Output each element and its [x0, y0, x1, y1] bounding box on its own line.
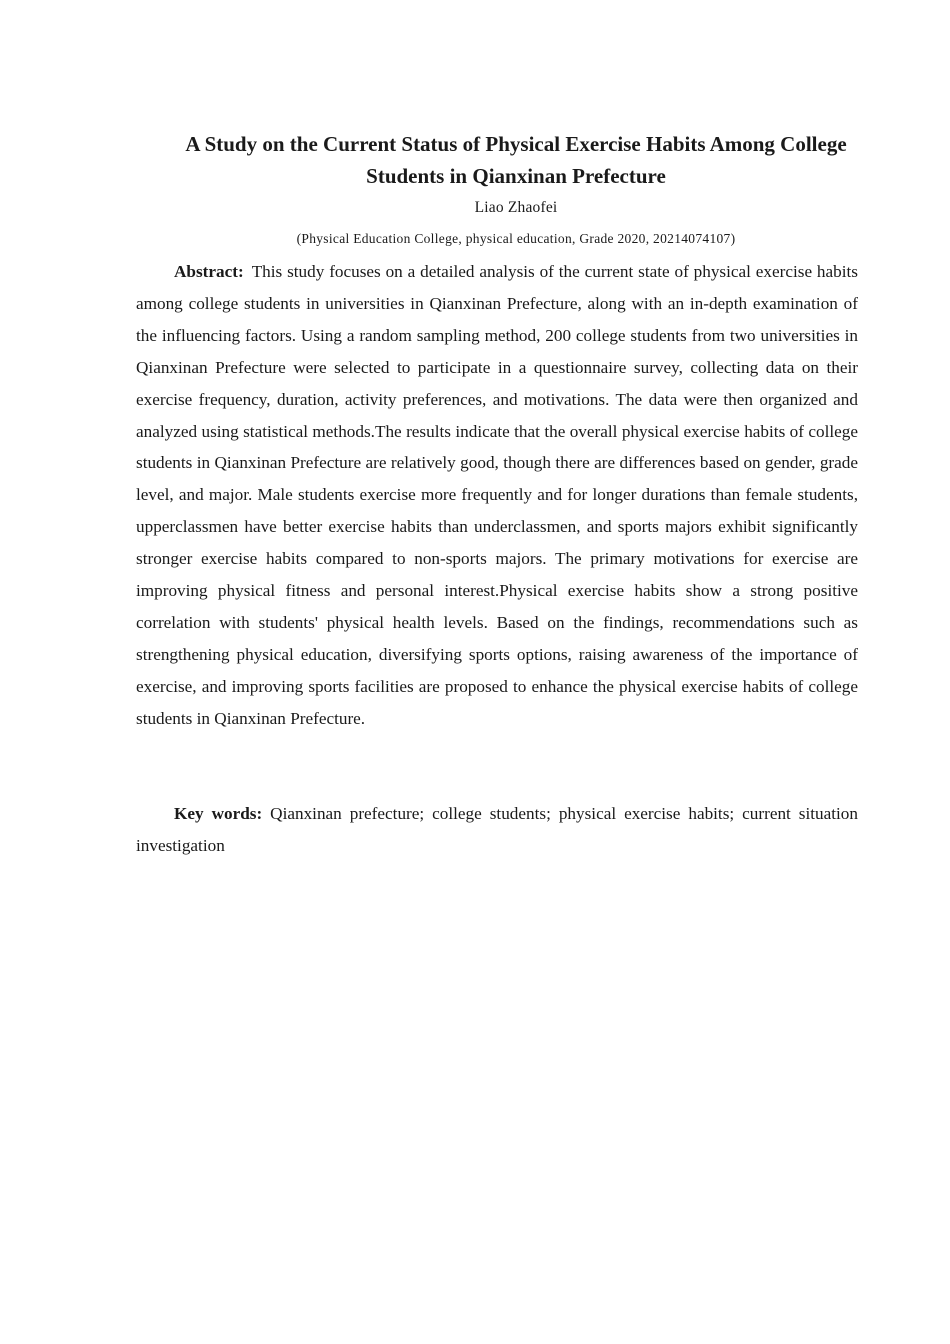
keywords-text: Qianxinan prefecture; college students; physical exercise habits; current situation investigation	[136, 804, 858, 855]
abstract-text: This study focuses on a detailed analysis of the current state of physical exercise habits among college students in universities in Qianxinan Prefecture, along with an in-depth examination of the influencing factors. Using a random sampling method, 200 college students from two universities in Qianxinan Prefecture were selected to participate in a questionnaire survey, collecting data on their exercise frequency, duration, activity preferences, and motivations. The data were then organized and analyzed using statistical methods.The results indicate that the overall physical exercise habits of college students in Qianxinan Prefecture are relatively good, though there are differences based on gender, grade level, and major. Male students exercise more frequently and for longer durations than female students, upperclassmen have better exercise habits than underclassmen, and sports majors exhibit significantly stronger exercise habits compared to non-sports majors. The primary motivations for exercise are improving physical fitness and personal interest.Physical exercise habits show a strong positive correlation with students' physical health levels. Based on the findings, recommendations such as strengthening physical education, diversifying sports options, raising awareness of the importance of exercise, and improving sports facilities are proposed to enhance the physical exercise habits of college students in Qianxinan Prefecture.	[136, 262, 858, 728]
keywords-label: Key words:	[174, 804, 263, 823]
paper-title: A Study on the Current Status of Physical Exercise Habits Among College Students in Qianxinan Prefecture	[185, 132, 847, 188]
abstract-paragraph	[136, 256, 858, 735]
author-name: Liao Zhaofei	[474, 199, 558, 216]
author-affiliation: (Physical Education College, physical education, Grade 2020, 20214074107)	[296, 231, 736, 246]
abstract-label: Abstract:	[174, 262, 244, 281]
keywords-paragraph	[136, 798, 858, 862]
